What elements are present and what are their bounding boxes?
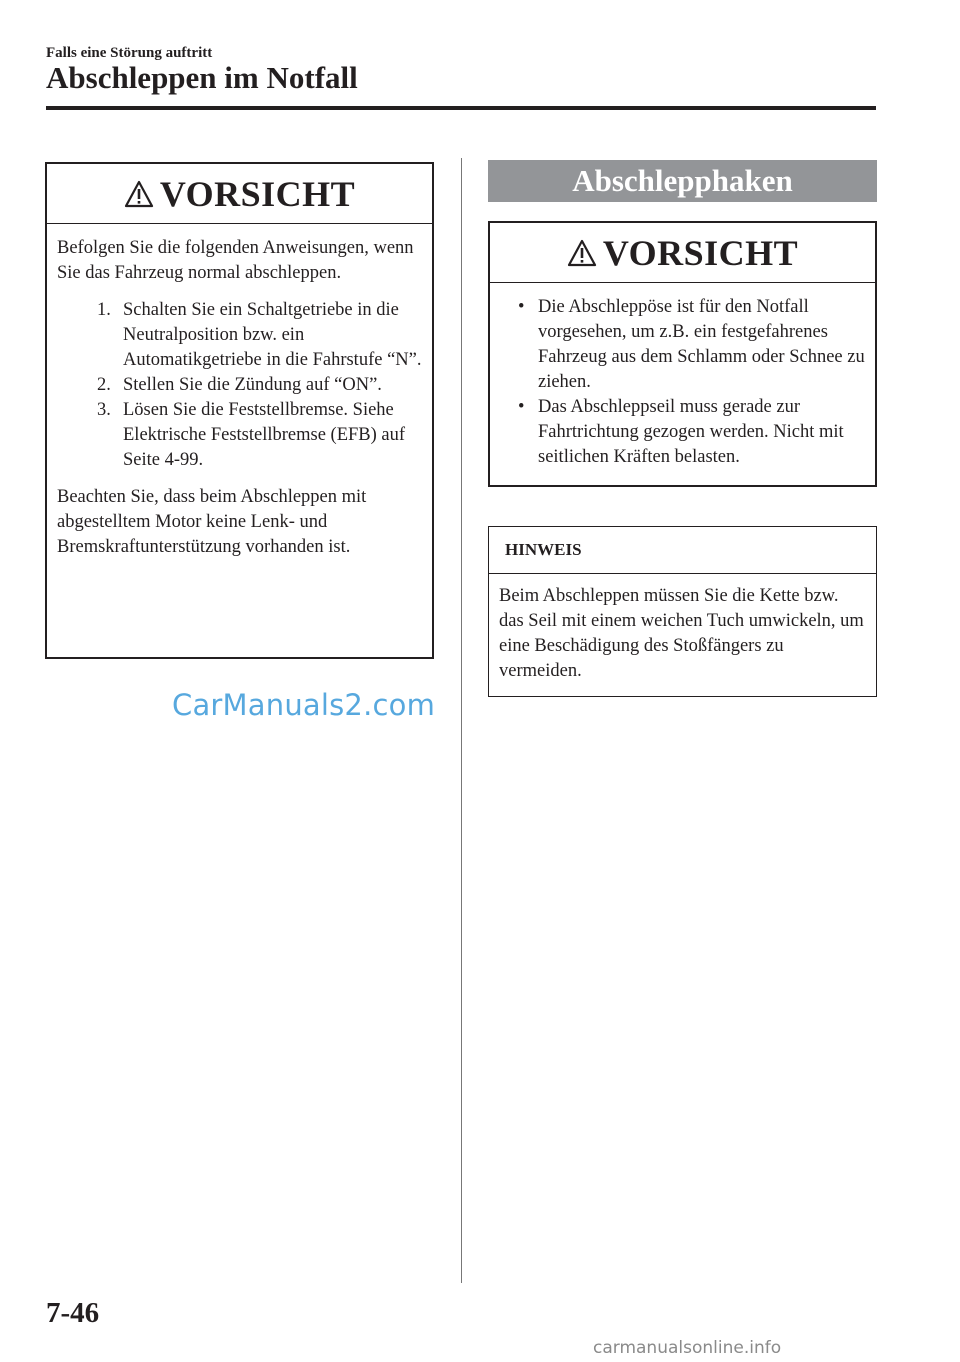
step-item [97, 298, 422, 373]
page-title: Abschleppen im Notfall [46, 60, 358, 95]
column-divider [461, 158, 462, 1283]
steps-list [57, 298, 422, 473]
note-header: HINWEIS [489, 527, 876, 574]
step-text: Schalten Sie ein Schaltgetriebe in die Neutralposition bzw. ein Automatikgetriebe in die Fahrstufe “N”. [123, 300, 422, 370]
caution-outro: Beachten Sie, dass beim Abschleppen mit abgestelltem Motor keine Lenk- und Bremskraftunterstützung vorhanden ist. [57, 487, 367, 557]
bullet-text: Das Abschleppseil muss gerade zur Fahrtrichtung gezogen werden. Nicht mit seitlichen Kräften belasten. [538, 397, 844, 467]
bullet-item [518, 295, 865, 395]
caution-body [47, 224, 432, 574]
bullet-text: Die Abschleppöse ist für den Notfall vorgesehen, um z.B. ein festgefahrenes Fahrzeug aus dem Schlamm oder Schnee zu ziehen. [538, 297, 865, 392]
step-item [97, 398, 422, 473]
step-number: 1. [97, 300, 111, 320]
bullet-dot: • [518, 297, 525, 317]
caution-box-left [45, 162, 434, 659]
bullet-dot: • [518, 397, 525, 417]
header-rule [46, 106, 876, 110]
note-text: Beim Abschleppen müssen Sie die Kette bzw. das Seil mit einem weichen Tuch umwickeln, um eine Beschädigung des Stoßfängers zu vermeiden. [499, 586, 864, 681]
note-body [489, 574, 876, 698]
caution-bullets [500, 295, 865, 470]
footer-watermark: carmanualsonline.info [593, 1338, 782, 1358]
bullet-item [518, 395, 865, 470]
warning-icon [567, 239, 597, 267]
caution-body [490, 283, 875, 484]
caution-label: VORSICHT [159, 173, 356, 214]
caution-header [490, 223, 875, 283]
step-number: 2. [97, 375, 111, 395]
page-number: 7-46 [46, 1297, 100, 1329]
warning-icon [124, 180, 154, 208]
step-item [97, 373, 422, 398]
note-box [488, 526, 877, 697]
caution-intro: Befolgen Sie die folgenden Anweisungen, wenn Sie das Fahrzeug normal abschleppen. [57, 238, 414, 283]
step-text: Stellen Sie die Zündung auf “ON”. [123, 375, 382, 395]
caution-label: VORSICHT [602, 232, 799, 273]
caution-header [47, 164, 432, 224]
step-text: Lösen Sie die Feststellbremse. Siehe Elektrische Feststellbremse (EFB) auf Seite 4-99. [123, 400, 406, 470]
section-title: Falls eine Störung auftritt [46, 45, 213, 61]
caution-box-right [488, 221, 877, 487]
watermark-logo: CarManuals2.com [172, 688, 436, 722]
step-number: 3. [97, 400, 111, 420]
section-heading-band: Abschlepphaken [488, 160, 877, 202]
